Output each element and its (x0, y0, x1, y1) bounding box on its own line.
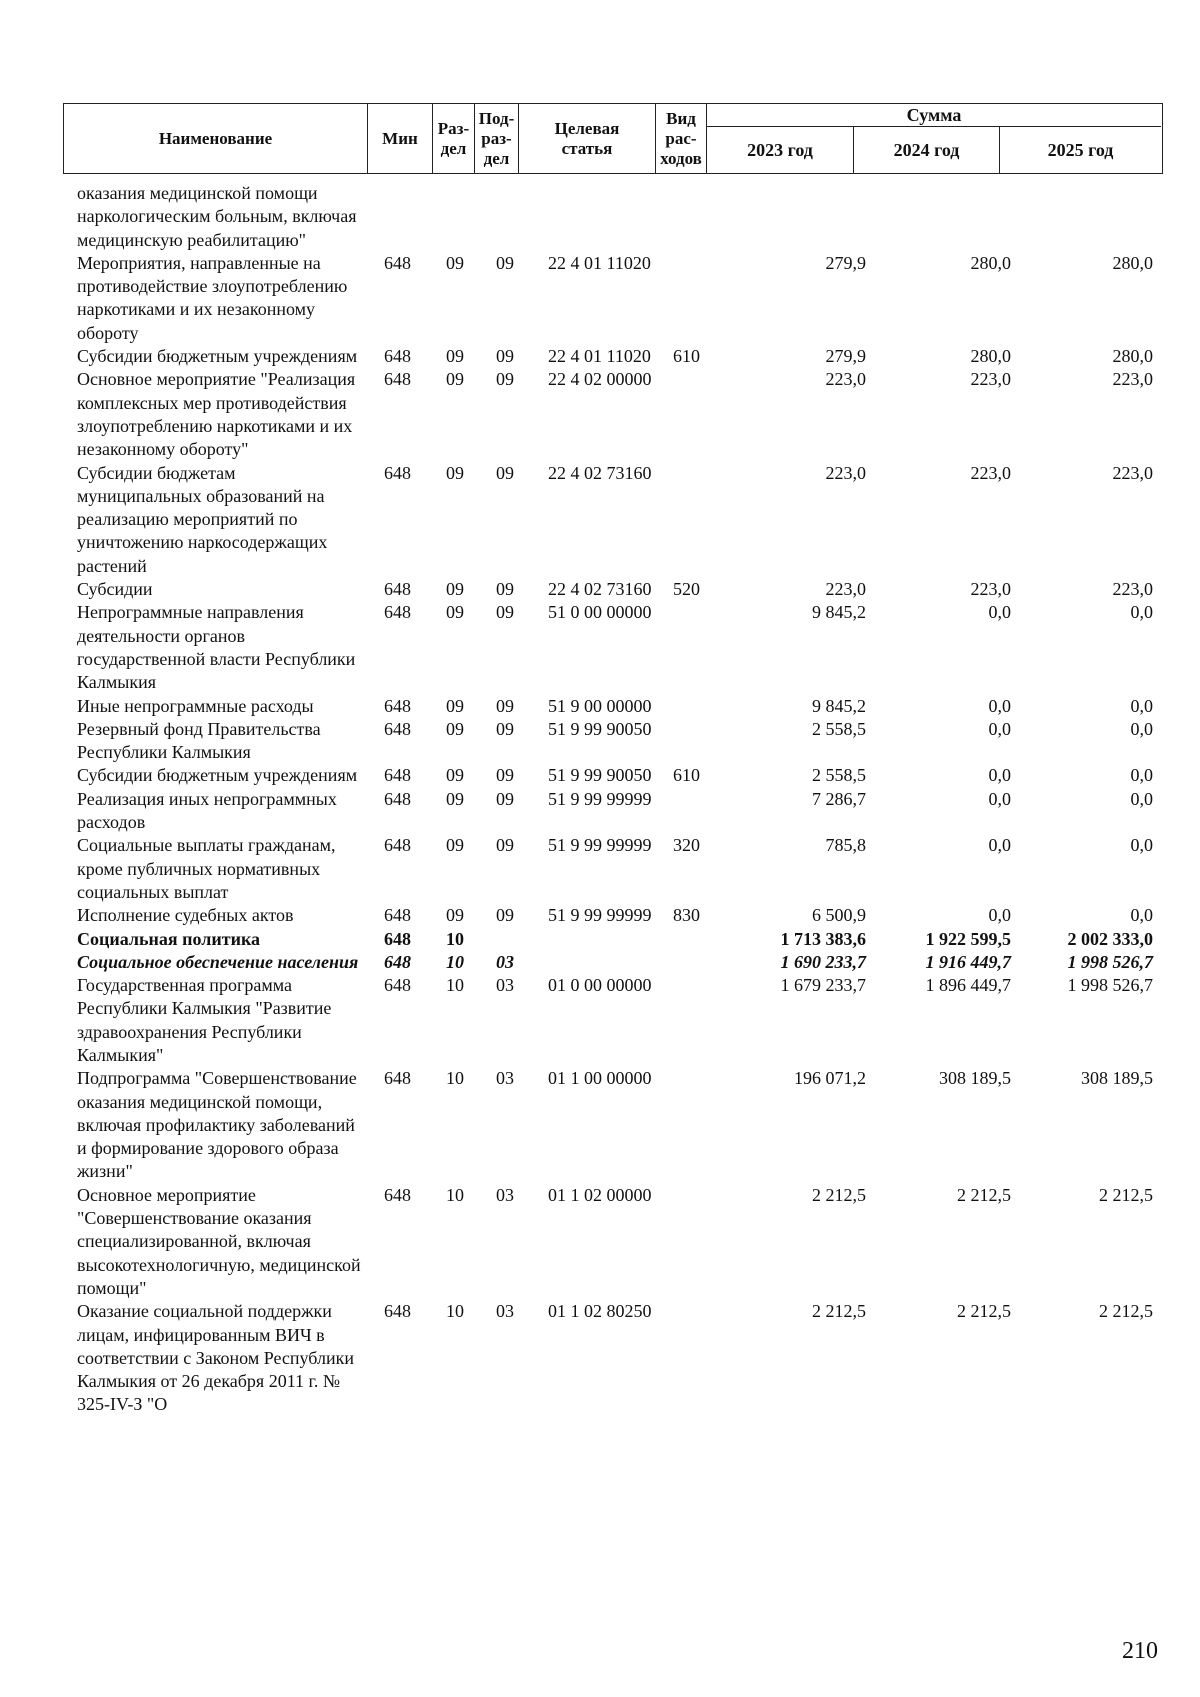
row-razdel: 10 (446, 928, 464, 949)
row-cs: 22 4 01 11020 (548, 346, 651, 367)
row-y1: 279,9 (825, 346, 866, 367)
row-name: Реализация иных непрограммных расходов (77, 788, 337, 833)
row-min: 648 (384, 346, 411, 367)
row-name: Мероприятия, направленные на противодействие злоупотреблению наркотиками и их незаконному обороту (77, 252, 348, 343)
row-podrazdel: 09 (496, 905, 514, 926)
row-y1: 1 690 233,7 (780, 951, 866, 972)
header-min: Мин (368, 104, 433, 173)
row-razdel: 10 (446, 951, 464, 972)
row-razdel: 09 (446, 369, 464, 390)
row-min: 648 (384, 1301, 411, 1322)
header-podrazdel: Под-раз-дел (475, 104, 519, 173)
table-row (0, 1184, 1200, 1300)
row-razdel: 09 (446, 835, 464, 856)
row-name: оказания медицинской помощи наркологическим больным, включая медицинскую реабилитацию" (77, 183, 357, 250)
row-podrazdel: 09 (496, 252, 514, 273)
row-y2: 223,0 (970, 462, 1011, 483)
row-vr: 520 (673, 579, 700, 600)
row-y2: 223,0 (970, 579, 1011, 600)
row-name: Социальные выплаты гражданам, кроме публичных нормативных социальных выплат (77, 835, 336, 902)
row-y3: 308 189,5 (1081, 1068, 1153, 1089)
row-y3: 280,0 (1112, 346, 1153, 367)
row-cs: 51 9 99 99999 (548, 788, 652, 809)
row-razdel: 10 (446, 975, 464, 996)
row-podrazdel: 09 (496, 835, 514, 856)
table-row (0, 928, 1200, 951)
row-cs: 01 1 02 80250 (548, 1301, 652, 1322)
table-row (0, 834, 1200, 904)
row-y3: 223,0 (1112, 369, 1153, 390)
table-body (0, 182, 1200, 1417)
row-razdel: 09 (446, 252, 464, 273)
row-cs: 22 4 02 00000 (548, 369, 652, 390)
row-y1: 2 558,5 (812, 718, 866, 739)
row-y3: 1 998 526,7 (1067, 951, 1153, 972)
row-name: Субсидии (77, 579, 153, 600)
row-razdel: 09 (446, 765, 464, 786)
header-name: Наименование (64, 104, 368, 173)
table-row (0, 578, 1200, 601)
row-y2: 1 922 599,5 (925, 928, 1011, 949)
row-razdel: 09 (446, 718, 464, 739)
row-y3: 0,0 (1130, 602, 1153, 623)
row-cs: 01 0 00 00000 (548, 975, 652, 996)
table-row (0, 345, 1200, 368)
row-y3: 0,0 (1130, 695, 1153, 716)
row-cs: 01 1 00 00000 (548, 1068, 652, 1089)
row-y3: 0,0 (1130, 765, 1153, 786)
header-year-2023: 2023 год (747, 139, 813, 160)
row-y1: 223,0 (825, 462, 866, 483)
row-y3: 2 212,5 (1099, 1184, 1153, 1205)
row-y1: 1 713 383,6 (780, 928, 866, 949)
table-row (0, 904, 1200, 927)
row-podrazdel: 09 (496, 462, 514, 483)
row-y2: 1 916 449,7 (925, 951, 1011, 972)
row-cs: 22 4 02 73160 (548, 579, 652, 600)
row-name: Социальное обеспечение населения (77, 951, 359, 972)
table-header (63, 103, 1163, 174)
row-name: Подпрограмма "Совершенствование оказания медицинской помощи, включая профилактику заболеваний и формирование здорового образа жизни" (77, 1068, 357, 1182)
row-min: 648 (384, 928, 411, 949)
row-razdel: 09 (446, 905, 464, 926)
row-min: 648 (384, 975, 411, 996)
row-y3: 223,0 (1112, 579, 1153, 600)
table-row (0, 252, 1200, 345)
row-name: Субсидии бюджетным учреждениям (77, 346, 358, 367)
row-razdel: 10 (446, 1301, 464, 1322)
row-cs: 22 4 01 11020 (548, 252, 651, 273)
row-y2: 1 896 449,7 (925, 975, 1011, 996)
row-podrazdel: 09 (496, 788, 514, 809)
row-y2: 0,0 (988, 695, 1011, 716)
row-y1: 7 286,7 (812, 788, 866, 809)
row-y1: 2 212,5 (812, 1184, 866, 1205)
row-name: Субсидии бюджетам муниципальных образований на реализацию мероприятий по уничтожению наркосодержащих растений (77, 462, 328, 576)
row-vr: 610 (673, 346, 700, 367)
table-row (0, 974, 1200, 1067)
row-min: 648 (384, 602, 411, 623)
row-razdel: 10 (446, 1184, 464, 1205)
row-podrazdel: 09 (496, 718, 514, 739)
row-min: 648 (384, 252, 411, 273)
row-podrazdel: 03 (496, 1184, 514, 1205)
header-year-2025: 2025 год (999, 127, 1161, 173)
row-y3: 2 002 333,0 (1067, 928, 1153, 949)
table-row (0, 462, 1200, 578)
row-y1: 196 071,2 (794, 1068, 866, 1089)
row-y2: 223,0 (970, 369, 1011, 390)
row-min: 648 (384, 1068, 411, 1089)
row-razdel: 09 (446, 602, 464, 623)
row-razdel: 09 (446, 462, 464, 483)
header-year-2024: 2024 год (853, 127, 999, 173)
row-y1: 785,8 (825, 835, 866, 856)
row-name: Иные непрограммные расходы (77, 695, 314, 716)
row-cs: 51 9 00 00000 (548, 695, 652, 716)
header-razdel: Раз-дел (433, 104, 475, 173)
table-row (0, 695, 1200, 718)
table-row (0, 1067, 1200, 1183)
row-min: 648 (384, 788, 411, 809)
row-name: Государственная программа Республики Калмыкия "Развитие здравоохранения Республики Калмыкия" (77, 975, 332, 1065)
row-min: 648 (384, 1184, 411, 1205)
row-y3: 2 212,5 (1099, 1301, 1153, 1322)
row-min: 648 (384, 695, 411, 716)
row-y2: 0,0 (988, 835, 1011, 856)
table-row (0, 1300, 1200, 1416)
row-cs: 22 4 02 73160 (548, 462, 652, 483)
row-y1: 9 845,2 (812, 602, 866, 623)
table-row (0, 718, 1200, 765)
row-y1: 9 845,2 (812, 695, 866, 716)
row-cs: 01 1 02 00000 (548, 1184, 652, 1205)
table-row (0, 788, 1200, 835)
row-y2: 2 212,5 (957, 1301, 1011, 1322)
row-y3: 0,0 (1130, 835, 1153, 856)
row-y2: 0,0 (988, 765, 1011, 786)
row-y1: 2 212,5 (812, 1301, 866, 1322)
row-y1: 2 558,5 (812, 765, 866, 786)
row-podrazdel: 09 (496, 695, 514, 716)
row-y1: 6 500,9 (812, 905, 866, 926)
row-name: Оказание социальной поддержки лицам, инфицированным ВИЧ в соответствии с Законом Республики Калмыкия от 26 декабря 2011 г. № 325-IV-З "О (77, 1301, 355, 1415)
row-razdel: 09 (446, 788, 464, 809)
row-name: Основное мероприятие "Реализация комплексных мер противодействия злоупотреблению наркотиками и их незаконному обороту" (77, 369, 356, 460)
row-min: 648 (384, 905, 411, 926)
table-row (0, 951, 1200, 974)
row-name: Субсидии бюджетным учреждениям (77, 765, 358, 786)
row-name: Исполнение судебных актов (77, 905, 294, 926)
header-summa-group (707, 104, 1161, 173)
row-y2: 280,0 (970, 346, 1011, 367)
header-celevaya: Целевая статья (519, 104, 656, 173)
row-y1: 279,9 (825, 252, 866, 273)
table-row (0, 764, 1200, 787)
row-podrazdel: 03 (496, 1068, 514, 1089)
row-razdel: 09 (446, 695, 464, 716)
row-y2: 280,0 (970, 252, 1011, 273)
row-min: 648 (384, 718, 411, 739)
row-name: Резервный фонд Правительства Республики Калмыкия (77, 718, 321, 763)
row-name: Социальная политика (77, 928, 261, 949)
row-razdel: 09 (446, 346, 464, 367)
row-cs: 51 9 99 90050 (548, 718, 652, 739)
row-y3: 280,0 (1112, 252, 1153, 273)
row-cs: 51 9 99 90050 (548, 765, 652, 786)
row-y3: 223,0 (1112, 462, 1153, 483)
row-podrazdel: 09 (496, 369, 514, 390)
row-podrazdel: 09 (496, 765, 514, 786)
row-y1: 223,0 (825, 369, 866, 390)
row-vr: 610 (673, 765, 700, 786)
row-cs: 51 9 99 99999 (548, 835, 652, 856)
row-podrazdel: 09 (496, 579, 514, 600)
row-cs: 51 9 99 99999 (548, 905, 652, 926)
row-y3: 0,0 (1130, 718, 1153, 739)
row-podrazdel: 09 (496, 602, 514, 623)
row-min: 648 (384, 462, 411, 483)
row-min: 648 (384, 951, 411, 972)
row-min: 648 (384, 765, 411, 786)
row-cs: 51 0 00 00000 (548, 602, 652, 623)
row-y3: 0,0 (1130, 905, 1153, 926)
row-name: Основное мероприятие "Совершенствование оказания специализированной, включая высокотехнологичную, медицинской помощи" (77, 1184, 361, 1298)
table-row (0, 182, 1200, 252)
row-y3: 0,0 (1130, 788, 1153, 809)
row-razdel: 10 (446, 1068, 464, 1089)
row-y2: 2 212,5 (957, 1184, 1011, 1205)
table-row (0, 601, 1200, 694)
row-podrazdel: 03 (496, 975, 514, 996)
row-y1: 1 679 233,7 (780, 975, 866, 996)
row-min: 648 (384, 579, 411, 600)
row-podrazdel: 09 (496, 346, 514, 367)
row-y2: 0,0 (988, 788, 1011, 809)
row-vr: 830 (673, 905, 700, 926)
row-min: 648 (384, 369, 411, 390)
row-podrazdel: 03 (496, 1301, 514, 1322)
row-y3: 1 998 526,7 (1067, 975, 1153, 996)
row-y2: 0,0 (988, 718, 1011, 739)
row-y2: 308 189,5 (939, 1068, 1011, 1089)
page-number: 210 (1122, 1638, 1158, 1664)
row-name: Непрограммные направления деятельности органов государственной власти Республики Калмыкия (77, 602, 356, 693)
row-y2: 0,0 (988, 602, 1011, 623)
row-min: 648 (384, 835, 411, 856)
row-y1: 223,0 (825, 579, 866, 600)
row-y2: 0,0 (988, 905, 1011, 926)
row-podrazdel: 03 (496, 951, 514, 972)
header-vid: Вид рас-ходов (656, 104, 707, 173)
row-razdel: 09 (446, 579, 464, 600)
table-row (0, 368, 1200, 461)
header-summa: Сумма (707, 104, 1161, 127)
row-vr: 320 (673, 835, 700, 856)
